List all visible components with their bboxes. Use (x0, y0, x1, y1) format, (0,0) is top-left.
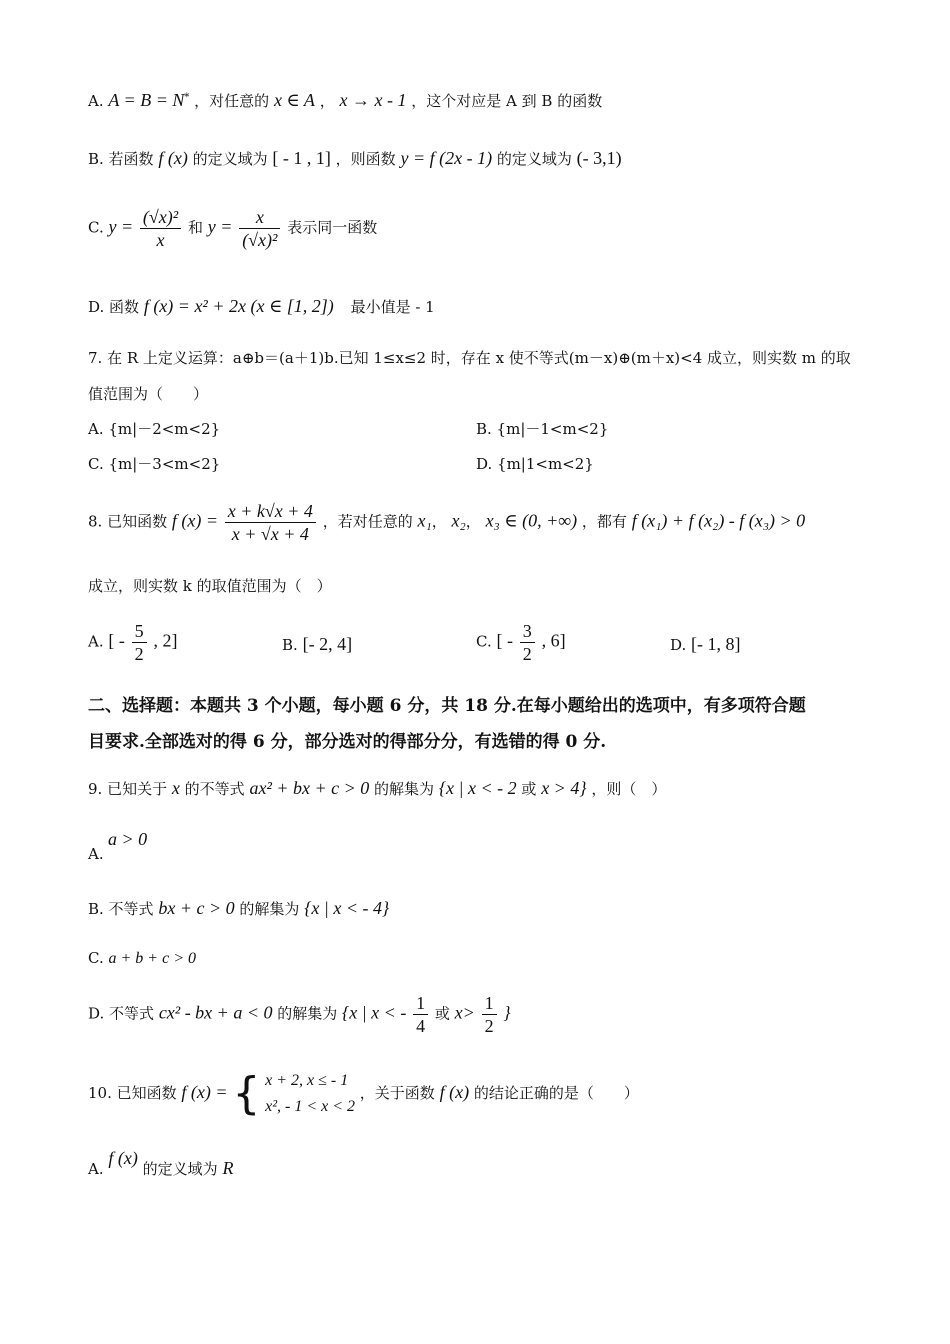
separator: ， (319, 92, 335, 110)
question-text: 或 (521, 780, 537, 798)
question-text: ，关于函数 (359, 1084, 435, 1102)
math-expression: x₁ (417, 510, 432, 531)
fraction (140, 206, 181, 251)
case-line: x + 2, x ≤ - 1 (265, 1072, 349, 1089)
q8-option-a[interactable] (88, 620, 177, 665)
math-expression: x > 4} (541, 778, 587, 798)
q8-option-d[interactable] (670, 632, 741, 657)
question-text: 的结论正确的是（ ） (473, 1084, 639, 1102)
q10-option-a[interactable] (88, 1148, 234, 1181)
option-text: 的解集为 (239, 900, 300, 918)
section-heading-line1: 二、选择题：本题共 3 个小题，每小题 6 分，共 18 分.在每小题给出的选项中，有多项符合题 (88, 696, 806, 716)
option-text: 表示同一函数 (287, 218, 378, 237)
math-expression: f (x) = (181, 1082, 228, 1102)
option-text: 或 (434, 1004, 450, 1023)
math-expression: , 2] (153, 630, 178, 651)
fraction (225, 500, 316, 545)
option-label: B. 若函数 (88, 150, 154, 168)
fraction-numerator: x + k√x + 4 (225, 500, 316, 523)
math-expression: f (x) = x² + 2x (x ∈ [1, 2]) (143, 296, 334, 316)
fraction (132, 620, 147, 665)
fraction (239, 206, 280, 251)
q6-option-c[interactable] (88, 206, 377, 251)
option-text: ，则函数 (335, 150, 396, 168)
option-label: D. (670, 636, 687, 654)
math-expression: A = B = N (108, 90, 185, 110)
option-text: ，对任意的 (194, 92, 270, 110)
math-expression: y = (207, 216, 233, 237)
question-text: 9. 已知关于 (88, 780, 168, 798)
question-text: ，若对任意的 (322, 512, 413, 531)
q9-option-b[interactable] (88, 896, 389, 921)
fraction-numerator: 1 (482, 992, 497, 1015)
piecewise-cases (265, 1068, 355, 1120)
option-label: A. (88, 632, 104, 651)
math-expression: x → x - 1 (339, 90, 407, 110)
q7-option-d[interactable]: D. {m|1<m<2} (476, 455, 594, 473)
left-brace-icon: { (232, 1068, 261, 1119)
math-expression: [- 2, 4] (302, 634, 353, 654)
fraction-denominator: x (156, 230, 165, 250)
math-expression: x> (454, 1002, 475, 1023)
option-text: 最小值是 - 1 (350, 298, 435, 316)
fraction-numerator: (√x)² (140, 206, 181, 229)
math-expression: {x | x < - 2 (438, 778, 517, 798)
math-expression: x₂ (451, 510, 466, 531)
q6-option-a[interactable] (88, 86, 602, 113)
math-expression: {x | x < - 4} (304, 898, 390, 918)
fraction-denominator: (√x)² (242, 230, 278, 250)
fraction-denominator: 2 (522, 644, 532, 664)
fraction (482, 992, 497, 1037)
option-label: C. (88, 949, 104, 967)
math-expression: y = (108, 216, 134, 237)
math-expression: [- 1, 8] (691, 634, 741, 654)
q9-stem (88, 776, 666, 801)
math-expression: a + b + c > 0 (108, 950, 196, 967)
math-expression: a > 0 (108, 829, 148, 849)
option-label: A. (88, 1160, 104, 1178)
option-label: C. (88, 218, 104, 237)
math-expression: [ - (496, 630, 513, 651)
q8-stem-line1: 8. 已知函数 f (x) = $\frac{x + k√x + 4}{x + √x + 4}$ ，若对任意的 x₁， x₂， x₃ ∈ (0, +∞) ，都有 f (x₁) + f (x₂) - f (x₃) > 0 (88, 501, 806, 544)
q6-option-d[interactable] (88, 294, 435, 319)
option-label: D. 函数 (88, 298, 140, 316)
question-text: ，则（ ） (591, 780, 667, 798)
fraction-numerator: 5 (132, 620, 147, 643)
math-expression: , 6] (541, 630, 566, 651)
math-expression: (- 3,1) (576, 148, 622, 168)
fraction (520, 620, 535, 665)
math-expression: ax² + bx + c > 0 (249, 778, 370, 798)
math-expression: x₃ ∈ (0, +∞) (485, 510, 578, 531)
q9-option-d[interactable] (88, 992, 511, 1037)
fraction-numerator: x (239, 206, 280, 229)
q9-option-a-label: A. (88, 845, 104, 863)
math-expression: f (x₁) + f (x₂) - f (x₃) > 0 (631, 510, 806, 531)
question-text: 8. 已知函数 (88, 512, 168, 531)
math-expression: cx² - bx + a < 0 (158, 1002, 273, 1023)
math-expression: [ - (108, 630, 125, 651)
math-expression: f (x) (108, 1148, 138, 1168)
fraction-denominator: 2 (134, 644, 144, 664)
fraction-numerator: 1 (413, 992, 428, 1015)
q7-option-a[interactable]: A. {m|－2<m<2} (88, 420, 221, 438)
option-text: 的定义域为 (142, 1160, 218, 1178)
fraction-denominator: 2 (484, 1016, 494, 1036)
superscript: * (184, 92, 190, 103)
math-expression: y = f (2x - 1) (400, 148, 493, 168)
question-text: 的解集为 (374, 780, 435, 798)
fraction-denominator: x + √x + 4 (231, 524, 309, 544)
option-label: B. (282, 636, 298, 654)
q7-stem-line1: 7. 在 R 上定义运算：a⊕b＝(a＋1)b.已知 1≤x≤2 时，存在 x 使不等式(m－x)⊕(m＋x)<4 成立，则实数 m 的取 (88, 349, 851, 367)
question-text: ，都有 (581, 512, 627, 531)
q7-stem-line2: 值范围为（ ） (88, 385, 209, 403)
math-expression: } (503, 1002, 511, 1023)
q9-option-c[interactable] (88, 946, 196, 971)
math-expression: f (x) (439, 1082, 470, 1102)
option-text: 的定义域为 (496, 150, 572, 168)
option-text: 和 (187, 218, 203, 237)
case-line: x², - 1 < x < 2 (265, 1098, 356, 1115)
q7-option-c[interactable]: C. {m|－3<m<2} (88, 455, 221, 473)
q10-stem (88, 1068, 639, 1120)
fraction-denominator: 4 (416, 1016, 426, 1036)
option-label: C. (476, 632, 492, 651)
q8-option-b[interactable] (282, 632, 352, 657)
math-expression: x (171, 778, 180, 798)
option-label: B. 不等式 (88, 900, 154, 918)
option-text: 的定义域为 (192, 150, 268, 168)
math-expression: f (x) = (171, 510, 218, 531)
q8-option-c[interactable] (476, 620, 566, 665)
q8-stem-line2: 成立，则实数 k 的取值范围为（ ） (88, 577, 332, 595)
math-expression: bx + c > 0 (158, 898, 235, 918)
option-label: A. (88, 92, 104, 110)
option-label: D. 不等式 (88, 1004, 155, 1023)
q7-option-b[interactable]: B. {m|－1<m<2} (476, 420, 609, 438)
math-expression: f (x) (158, 148, 188, 168)
option-text: ，这个对应是 A 到 B 的函数 (411, 92, 603, 110)
fraction-numerator: 3 (520, 620, 535, 643)
math-expression: {x | x < - (342, 1002, 407, 1023)
question-text: 10. 已知函数 (88, 1084, 177, 1102)
fraction (413, 992, 428, 1037)
section-heading-line2: 目要求.全部选对的得 6 分，部分选对的得部分分，有选错的得 0 分. (88, 732, 607, 752)
math-expression: R (222, 1158, 234, 1178)
math-expression: x ∈ A (273, 90, 315, 110)
math-expression: [ - 1 , 1] (272, 148, 331, 168)
option-text: 的解集为 (277, 1004, 338, 1023)
q6-option-b[interactable] (88, 146, 622, 171)
question-text: 的不等式 (184, 780, 245, 798)
